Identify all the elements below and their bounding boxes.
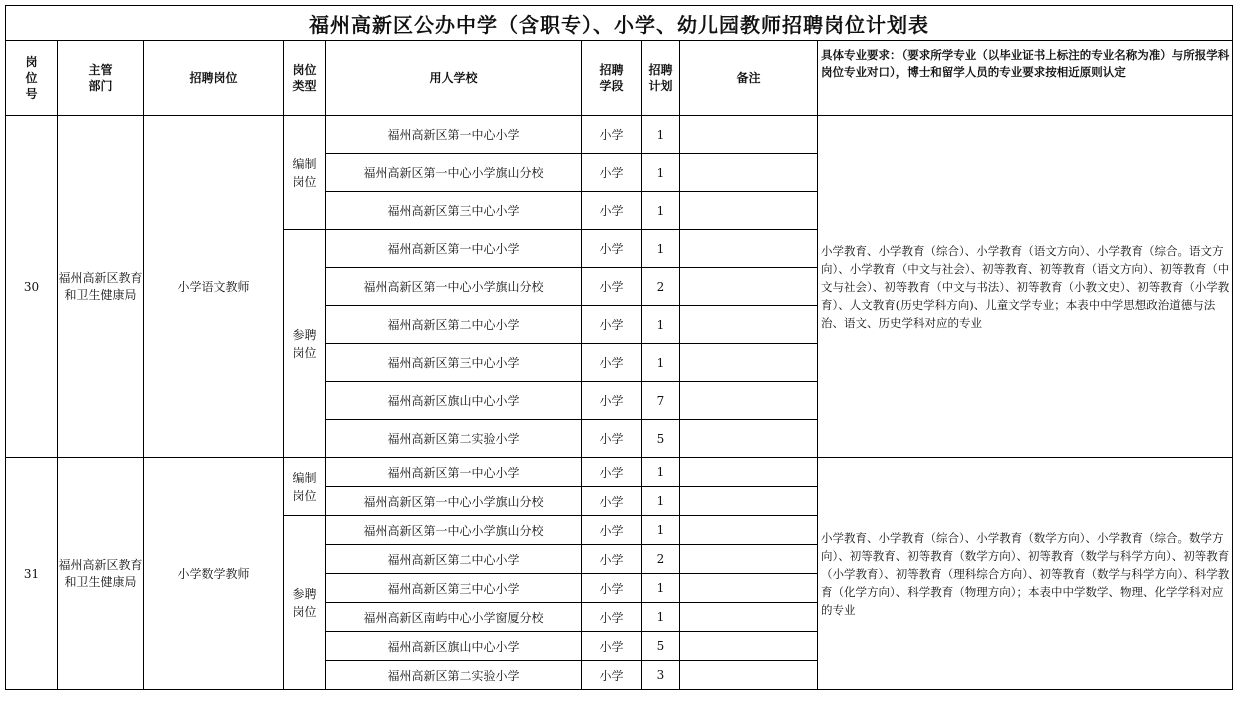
stage-cell: 小学 — [582, 420, 642, 458]
position-cell: 小学语文教师 — [144, 116, 284, 458]
table-row — [6, 458, 1233, 487]
plan-cell: 1 — [642, 574, 680, 603]
plan-cell: 5 — [642, 420, 680, 458]
plan-cell: 1 — [642, 487, 680, 516]
remark-cell — [680, 382, 818, 420]
requirement-cell: 小学教育、小学教育（综合）、小学教育（数学方向）、小学教育（综合。数学方向）、初等教育、初等教育（数学方向）、初等教育（数学与科学方向）、初等教育（小学教育）、初等教育（理科综合方向）、初等教育（数学与科学方向）、科学教育（化学方向）、科学教育（物理方向）；本表中中学数学、物理、化学学科对应的专业 — [818, 458, 1233, 690]
school-cell: 福州高新区第一中心小学 — [326, 230, 582, 268]
remark-cell — [680, 574, 818, 603]
school-cell: 福州高新区第一中心小学旗山分校 — [326, 154, 582, 192]
school-cell: 福州高新区第三中心小学 — [326, 344, 582, 382]
plan-cell: 3 — [642, 661, 680, 690]
school-cell: 福州高新区第一中心小学旗山分校 — [326, 516, 582, 545]
header-dept: 主管部门 — [58, 41, 144, 116]
header-school: 用人学校 — [326, 41, 582, 116]
plan-cell: 2 — [642, 545, 680, 574]
plan-cell: 1 — [642, 603, 680, 632]
remark-cell — [680, 661, 818, 690]
post-type-cell: 参聘岗位 — [284, 516, 326, 690]
header-stage: 招聘学段 — [582, 41, 642, 116]
stage-cell: 小学 — [582, 154, 642, 192]
school-cell: 福州高新区第一中心小学旗山分校 — [326, 268, 582, 306]
stage-cell: 小学 — [582, 116, 642, 154]
remark-cell — [680, 192, 818, 230]
recruitment-table — [5, 5, 1233, 690]
stage-cell: 小学 — [582, 487, 642, 516]
plan-cell: 1 — [642, 516, 680, 545]
recruitment-plan-sheet — [5, 5, 1232, 690]
stage-cell: 小学 — [582, 306, 642, 344]
stage-cell: 小学 — [582, 458, 642, 487]
header-remark: 备注 — [680, 41, 818, 116]
remark-cell — [680, 603, 818, 632]
page-title: 福州高新区公办中学（含职专）、小学、幼儿园教师招聘岗位计划表 — [6, 6, 1233, 41]
school-cell: 福州高新区第一中心小学旗山分校 — [326, 487, 582, 516]
remark-cell — [680, 344, 818, 382]
school-cell: 福州高新区第二中心小学 — [326, 545, 582, 574]
header-position: 招聘岗位 — [144, 41, 284, 116]
header-plan: 招聘计划 — [642, 41, 680, 116]
plan-cell: 1 — [642, 458, 680, 487]
school-cell: 福州高新区第二实验小学 — [326, 420, 582, 458]
remark-cell — [680, 545, 818, 574]
post-type-cell: 编制岗位 — [284, 116, 326, 230]
school-cell: 福州高新区南屿中心小学窗厦分校 — [326, 603, 582, 632]
school-cell: 福州高新区旗山中心小学 — [326, 632, 582, 661]
plan-cell: 1 — [642, 116, 680, 154]
table-body — [6, 116, 1233, 690]
post-no-cell: 30 — [6, 116, 58, 458]
dept-cell: 福州高新区教育和卫生健康局 — [58, 116, 144, 458]
post-no-cell: 31 — [6, 458, 58, 690]
plan-cell: 5 — [642, 632, 680, 661]
stage-cell: 小学 — [582, 603, 642, 632]
plan-cell: 1 — [642, 344, 680, 382]
stage-cell: 小学 — [582, 230, 642, 268]
school-cell: 福州高新区第二中心小学 — [326, 306, 582, 344]
stage-cell: 小学 — [582, 192, 642, 230]
header-post-type: 岗位类型 — [284, 41, 326, 116]
header-post-no: 岗位号 — [6, 41, 58, 116]
school-cell: 福州高新区第一中心小学 — [326, 116, 582, 154]
school-cell: 福州高新区第二实验小学 — [326, 661, 582, 690]
remark-cell — [680, 154, 818, 192]
remark-cell — [680, 516, 818, 545]
plan-cell: 7 — [642, 382, 680, 420]
stage-cell: 小学 — [582, 344, 642, 382]
remark-cell — [680, 458, 818, 487]
remark-cell — [680, 487, 818, 516]
school-cell: 福州高新区第一中心小学 — [326, 458, 582, 487]
remark-cell — [680, 420, 818, 458]
stage-cell: 小学 — [582, 661, 642, 690]
plan-cell: 1 — [642, 192, 680, 230]
plan-cell: 2 — [642, 268, 680, 306]
stage-cell: 小学 — [582, 268, 642, 306]
school-cell: 福州高新区旗山中心小学 — [326, 382, 582, 420]
post-type-cell: 参聘岗位 — [284, 230, 326, 458]
remark-cell — [680, 230, 818, 268]
stage-cell: 小学 — [582, 632, 642, 661]
table-row — [6, 116, 1233, 154]
plan-cell: 1 — [642, 154, 680, 192]
stage-cell: 小学 — [582, 574, 642, 603]
post-type-cell: 编制岗位 — [284, 458, 326, 516]
requirement-cell: 小学教育、小学教育（综合）、小学教育（语文方向）、小学教育（综合。语文方向）、小学教育（中文与社会）、初等教育、初等教育（语文方向）、初等教育（中文与社会）、初等教育（中文与书法）、初等教育（小教文史）、初等教育（小学教育）、人文教育(历史学科方向)、儿童文学专业；本表中中学思想政治道德与法治、语文、历史学科对应的专业 — [818, 116, 1233, 458]
plan-cell: 1 — [642, 306, 680, 344]
position-cell: 小学数学教师 — [144, 458, 284, 690]
school-cell: 福州高新区第三中心小学 — [326, 192, 582, 230]
school-cell: 福州高新区第三中心小学 — [326, 574, 582, 603]
remark-cell — [680, 306, 818, 344]
dept-cell: 福州高新区教育和卫生健康局 — [58, 458, 144, 690]
stage-cell: 小学 — [582, 516, 642, 545]
remark-cell — [680, 116, 818, 154]
plan-cell: 1 — [642, 230, 680, 268]
remark-cell — [680, 632, 818, 661]
header-requirement: 具体专业要求：（要求所学专业（以毕业证书上标注的专业名称为准）与所报学科岗位专业对口），博士和留学人员的专业要求按相近原则认定 — [818, 41, 1233, 116]
remark-cell — [680, 268, 818, 306]
stage-cell: 小学 — [582, 545, 642, 574]
stage-cell: 小学 — [582, 382, 642, 420]
